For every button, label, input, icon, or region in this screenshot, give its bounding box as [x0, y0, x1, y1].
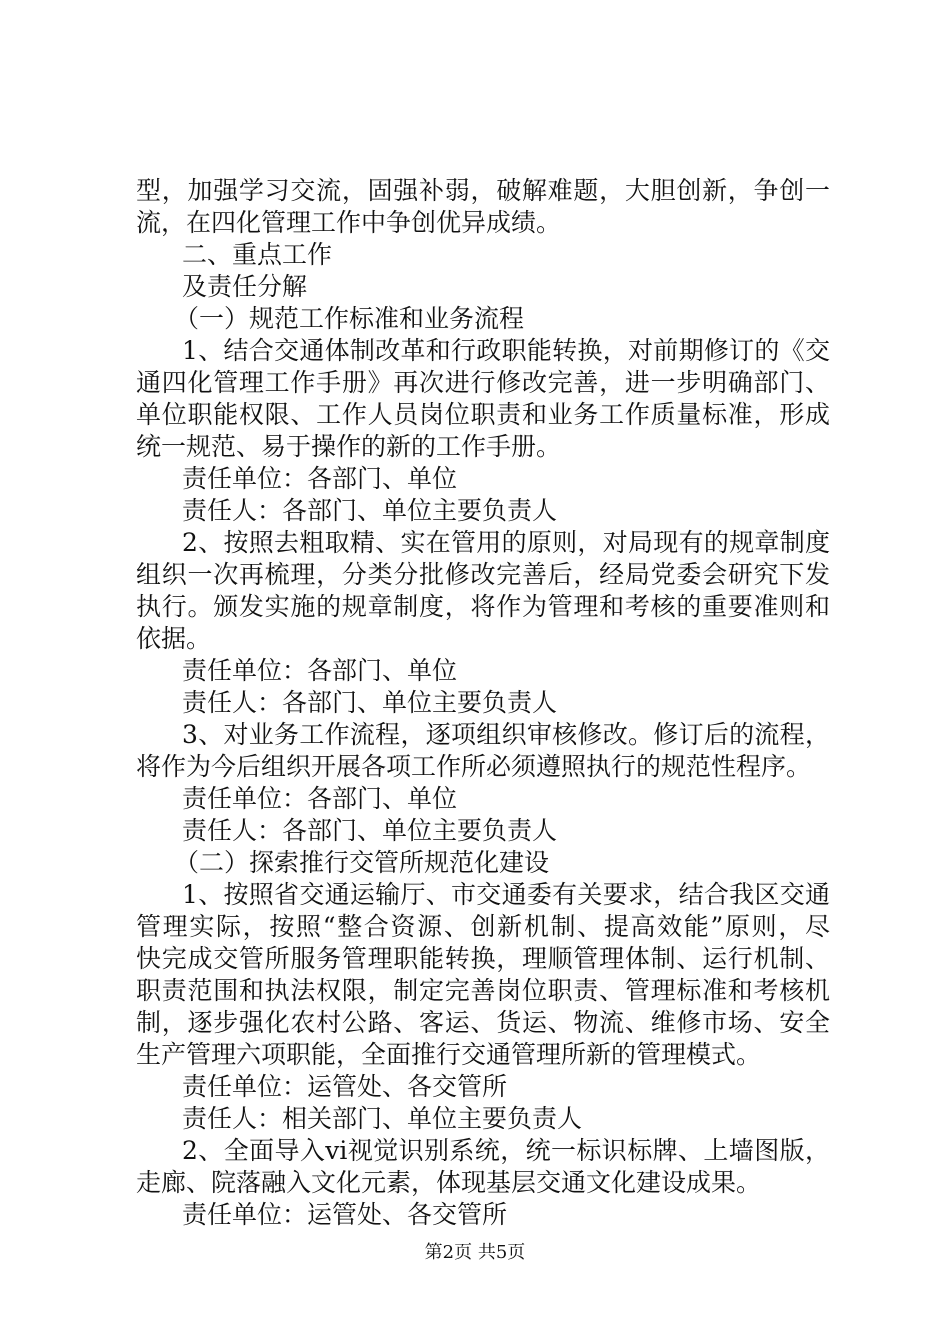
responsible-unit: 责任单位：各部门、单位 — [182, 784, 458, 813]
responsible-person: 责任人：相关部门、单位主要负责人 — [182, 1104, 583, 1133]
section-heading: 及责任分解 — [182, 272, 308, 301]
paragraph-line: 将作为今后组织开展各项工作所必须遵照执行的规范性程序。 — [136, 752, 812, 781]
paragraph-line: 型，加强学习交流，固强补弱，破解难题，大胆创新，争创一 — [136, 176, 830, 205]
paragraph-line: 走廊、院落融入文化元素，体现基层交通文化建设成果。 — [136, 1168, 762, 1197]
paragraph-line: 3、对业务工作流程，逐项组织审核修改。修订后的流程， — [182, 720, 830, 749]
responsible-person: 责任人：各部门、单位主要负责人 — [182, 496, 558, 525]
paragraph-line: 1、结合交通体制改革和行政职能转换，对前期修订的《交 — [182, 336, 830, 365]
paragraph-line: 流，在四化管理工作中争创优异成绩。 — [136, 208, 562, 237]
subsection-heading: （一）规范工作标准和业务流程 — [174, 304, 525, 333]
paragraph-line: 单位职能权限、工作人员岗位职责和业务工作质量标准，形成 — [136, 400, 830, 429]
section-heading: 二、重点工作 — [182, 240, 333, 269]
paragraph-line: 生产管理六项职能，全面推行交通管理所新的管理模式。 — [136, 1040, 762, 1069]
paragraph-line: 制，逐步强化农村公路、客运、货运、物流、维修市场、安全 — [136, 1008, 830, 1037]
responsible-person: 责任人：各部门、单位主要负责人 — [182, 688, 558, 717]
responsible-unit: 责任单位：运管处、各交管所 — [182, 1200, 508, 1229]
paragraph-line: 执行。颁发实施的规章制度，将作为管理和考核的重要准则和 — [136, 592, 830, 621]
paragraph-line: 2、全面导入vi视觉识别系统，统一标识标牌、上墙图版， — [182, 1136, 830, 1165]
paragraph-line: 2、按照去粗取精、实在管用的原则，对局现有的规章制度 — [182, 528, 830, 557]
paragraph-line: 通四化管理工作手册》再次进行修改完善，进一步明确部门、 — [136, 368, 830, 397]
paragraph-line: 1、按照省交通运输厅、市交通委有关要求，结合我区交通 — [182, 880, 830, 909]
paragraph-line: 快完成交管所服务管理职能转换，理顺管理体制、运行机制、 — [136, 944, 830, 973]
page-number-footer: 第2页 共5页 — [424, 1242, 526, 1263]
paragraph-line: 组织一次再梳理，分类分批修改完善后，经局党委会研究下发 — [136, 560, 830, 589]
responsible-unit: 责任单位：各部门、单位 — [182, 464, 458, 493]
responsible-person: 责任人：各部门、单位主要负责人 — [182, 816, 558, 845]
paragraph-line: 统一规范、易于操作的新的工作手册。 — [136, 432, 562, 461]
subsection-heading: （二）探索推行交管所规范化建设 — [174, 848, 550, 877]
paragraph-line: 依据。 — [136, 624, 212, 653]
responsible-unit: 责任单位：运管处、各交管所 — [182, 1072, 508, 1101]
paragraph-line: 职责范围和执法权限，制定完善岗位职责、管理标准和考核机 — [136, 976, 830, 1005]
document-body — [136, 175, 830, 1231]
paragraph-line: 管理实际，按照“整合资源、创新机制、提高效能”原则，尽 — [136, 912, 830, 941]
responsible-unit: 责任单位：各部门、单位 — [182, 656, 458, 685]
